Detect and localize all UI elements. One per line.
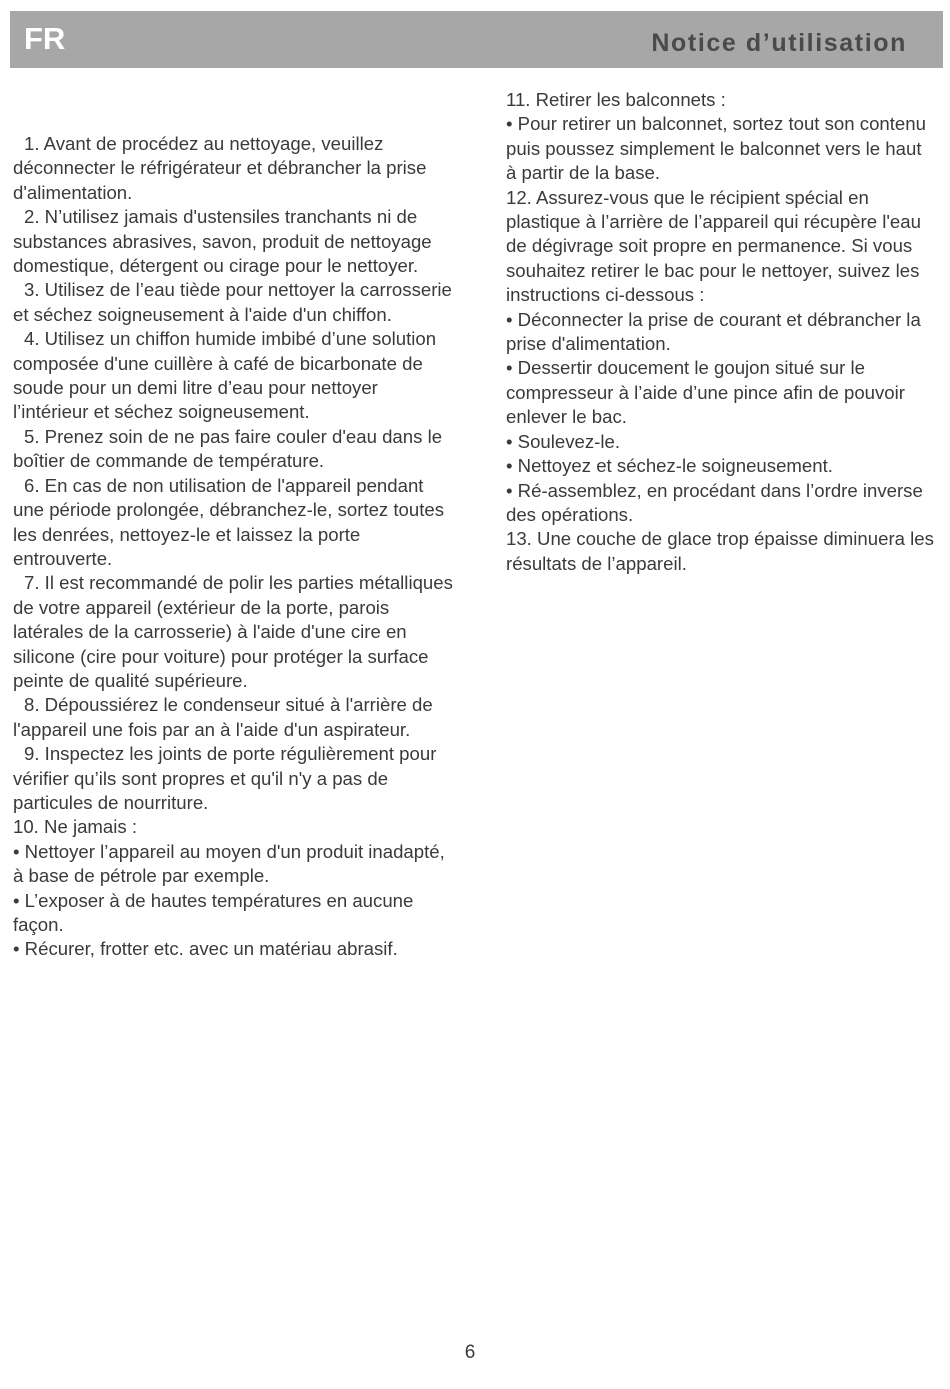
bullet-item: • Dessertir doucement le goujon situé sur le compresseur à l’aide d’une pince afin de pouvoir enlever le bac. (506, 357, 905, 428)
page-header (10, 11, 943, 68)
paragraph: 11. Retirer les balconnets : (506, 89, 726, 110)
page-number: 6 (464, 1342, 476, 1363)
paragraph: 7. Il est recommandé de polir les parties métalliques de votre appareil (extérieur de la porte, parois latérales de la carrosserie) à l'aide d'une cire en silicone (cire pour voiture) pour protéger la surface peinte de qualité supérieure. (13, 572, 453, 691)
paragraph: 1. Avant de procédez au nettoyage, veuillez déconnecter le réfrigérateur et débrancher la prise d'alimentation. (13, 133, 427, 203)
bullet-item: • Récurer, frotter etc. avec un matériau abrasif. (13, 938, 398, 960)
bullet-item: • L’exposer à de hautes températures en aucune façon. (13, 889, 414, 935)
paragraph: 5. Prenez soin de ne pas faire couler d'eau dans le boîtier de commande de température. (13, 425, 443, 472)
paragraph: 2. N’utilisez jamais d'ustensiles tranchants ni de substances abrasives, savon, produit de nettoyage domestique, détergent ou cirage pour le nettoyer. (13, 206, 432, 277)
document-title: Notice d’utilisation (651, 29, 907, 57)
left-column (13, 132, 453, 962)
bullet-item: • Nettoyer l’appareil au moyen d'un produit inadapté, à base de pétrole par exemple. (13, 840, 445, 887)
right-column (506, 88, 936, 576)
bullet-item: • Soulevez-le. (506, 430, 620, 452)
paragraph: 13. Une couche de glace trop épaisse diminuera les résultats de l’appareil. (506, 528, 934, 574)
paragraph: 4. Utilisez un chiffon humide imbibé d’une solution composée d'une cuillère à café de bicarbonate de soude pour un demi litre d’eau pour nettoyer l’intérieur et séchez soigneusement. (13, 328, 437, 423)
paragraph: 10. Ne jamais : (13, 816, 138, 838)
language-label: FR (24, 21, 66, 56)
bullet-item: • Déconnecter la prise de courant et débrancher la prise d'alimentation. (506, 308, 921, 355)
paragraph: 6. En cas de non utilisation de l'appareil pendant une période prolongée, débranchez-le, sortez toutes les denrées, nettoyez-le et laissez la porte entrouverte. (13, 474, 445, 569)
paragraph: 8. Dépoussiérez le condenseur situé à l'arrière de l'appareil une fois par an à l'aide d'un aspirateur. (13, 694, 433, 740)
paragraph: 3. Utilisez de l’eau tiède pour nettoyer la carrosserie et séchez soigneusement à l'aide d'un chiffon. (13, 279, 452, 325)
bullet-item: • Ré-assemblez, en procédant dans l’ordre inverse des opérations. (506, 479, 923, 525)
paragraph: 9. Inspectez les joints de porte régulièrement pour vérifier qu’ils sont propres et qu'il n'y a pas de particules de nourriture. (13, 743, 437, 813)
paragraph: 12. Assurez-vous que le récipient spécial en plastique à l’arrière de l’appareil qui récupère l'eau de dégivrage soit propre en permanence. Si vous souhaitez retirer le bac pour le nettoyer, suivez les instructions ci-dessous : (506, 186, 921, 306)
bullet-item: • Nettoyez et séchez-le soigneusement. (506, 455, 833, 477)
bullet-item: • Pour retirer un balconnet, sortez tout son contenu puis poussez simplement le balconnet vers le haut à partir de la base. (506, 113, 926, 184)
